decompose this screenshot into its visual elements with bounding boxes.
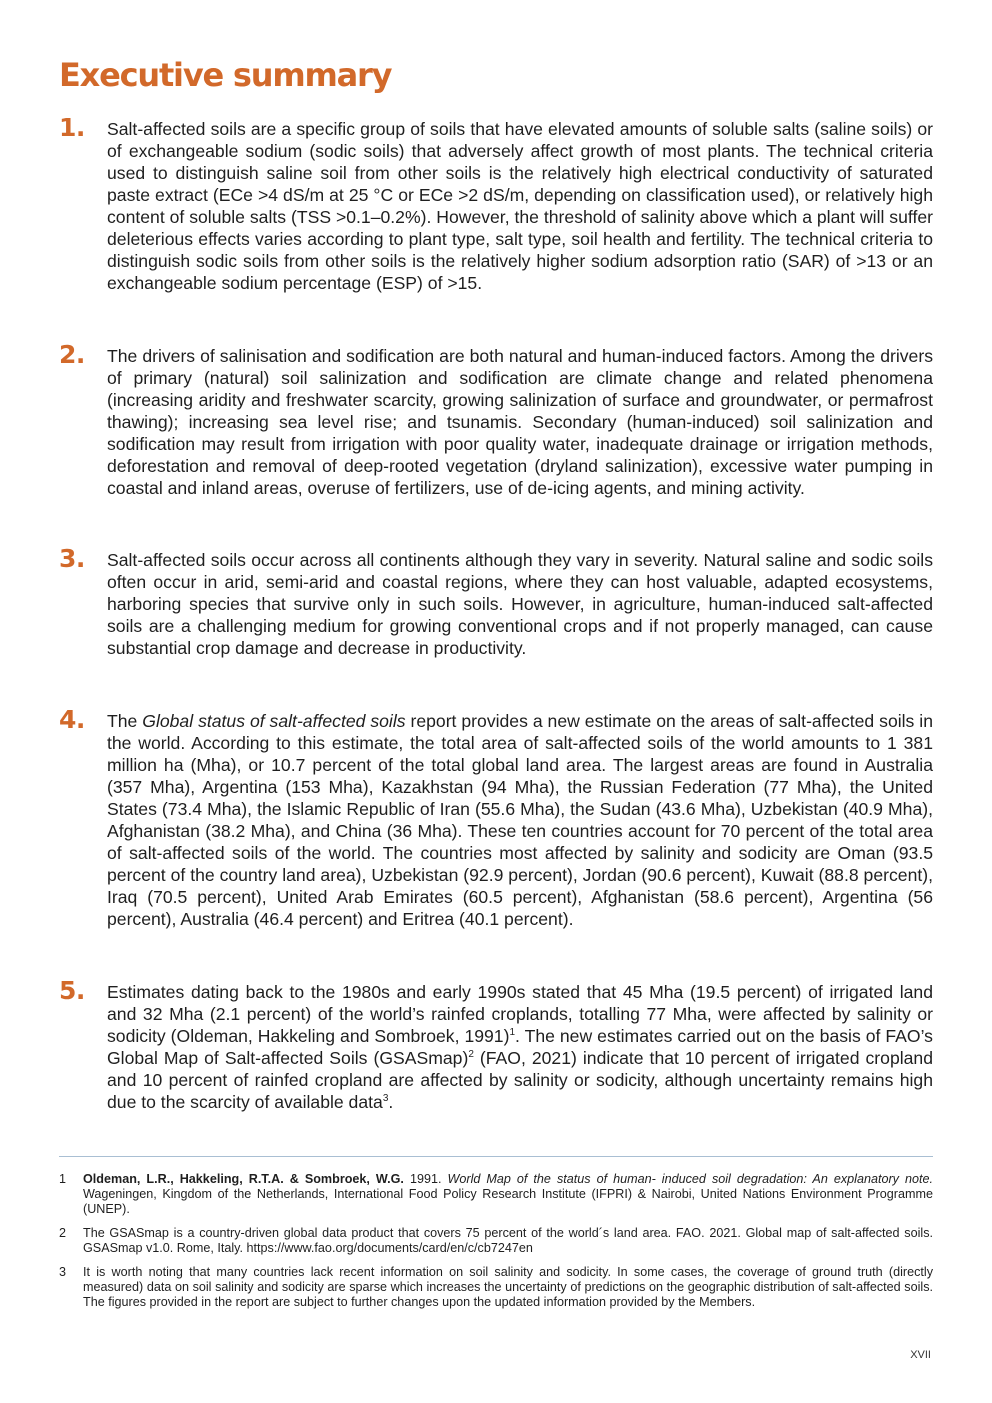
- footnote-number: 2: [59, 1226, 67, 1240]
- page-number: XVII: [910, 1349, 931, 1361]
- item-text: The drivers of salinisation and sodification are both natural and human-induced factors. Among the drivers of primary (natural) soil salinization and sodification are climate change and related phenomena (increasing aridity and freshwater scarcity, growing salinization of surface and groundwater, or permafrost thawing); increasing sea level rise; and tsunamis. Secondary (human-induced) soil salinization and sodification may result from irrigation with poor quality water, inadequate drainage or irrigation methods, deforestation and removal of deep-rooted vegetation (dryland salinization), excessive water pumping in coastal and inland areas, overuse of fertilizers, use of de-icing agents, and mining activity.: [107, 346, 933, 498]
- item-number: 5.: [59, 976, 85, 1005]
- footnote-text: [83, 1172, 933, 1217]
- report-title: Global status of salt-affected soils: [142, 711, 406, 731]
- item-number: 3.: [59, 544, 85, 573]
- footnote-number: 3: [59, 1265, 67, 1279]
- item-text-part: Estimates dating back to the 1980s and early 1990s stated that 45 Mha (19.5 percent) of irrigated land and 32 Mha (2.1 percent) of the world’s rainfed croplands, totalling 77 Mha, were affected by salinity or sodicity (Oldeman, Hakkeling and Sombroek, 1991): [107, 982, 933, 1046]
- footnote-number: 1: [59, 1172, 67, 1186]
- page-title: Executive summary: [59, 56, 392, 94]
- footnote-title: World Map of the status of human- induced soil degradation: An explanatory note.: [447, 1172, 933, 1186]
- item-text: [107, 981, 933, 1113]
- item-text: Salt-affected soils occur across all continents although they vary in severity. Natural saline and sodic soils often occur in arid, semi-arid and coastal regions, where they can host valuable, adapted ecosystems, harboring species that survive only in such soils. However, in agriculture, human-induced salt-affected soils are a challenging medium for growing conventional crops and if not properly managed, can cause substantial crop damage and decrease in productivity.: [107, 550, 933, 658]
- item-text-prefix: The: [107, 711, 143, 731]
- item-number: 4.: [59, 705, 85, 734]
- footnote-authors: Oldeman, L.R., Hakkeling, R.T.A. & Sombroek, W.G.: [83, 1172, 404, 1186]
- item-text-rest: report provides a new estimate on the areas of salt-affected soils in the world. According to this estimate, the total area of salt-affected soils of the world amounts to 1 381 million ha (Mha), or 10.7 percent of the total global land area. The largest areas are found in Australia (357 Mha), Argentina (153 Mha), Kazakhstan (94 Mha), the Russian Federation (77 Mha), the United States (73.4 Mha), the Islamic Republic of Iran (55.6 Mha), the Sudan (43.6 Mha), Uzbekistan (40.9 Mha), Afghanistan (38.2 Mha), and China (36 Mha). These ten countries account for 70 percent of the total area of salt-affected soils of the world. The countries most affected by salinity and sodicity are Oman (93.5 percent of the country land area), Uzbekistan (92.9 percent), Jordan (90.6 percent), Kuwait (88.8 percent), Iraq (70.5 percent), United Arab Emirates (60.5 percent), Afghanistan (58.6 percent), Argentina (56 percent), Australia (46.4 percent) and Eritrea (40.1 percent).: [107, 711, 933, 929]
- item-text: Salt-affected soils are a specific group of soils that have elevated amounts of soluble salts (saline soils) or of exchangeable sodium (sodic soils) that adversely affect growth of most plants. The technical criteria used to distinguish saline soil from other soils is the relatively high electrical conductivity of saturated paste extract (ECe >4 dS/m at 25 °C or ECe >2 dS/m, depending on classification used), or relatively high content of soluble salts (TSS >0.1–0.2%). However, the threshold of salinity above which a plant will suffer deleterious effects varies according to plant type, salt type, soil health and fertility. The technical criteria to distinguish sodic soils from other soils is the relatively higher sodium adsorption ratio (SAR) of >13 or an exchangeable sodium percentage (ESP) of >15.: [107, 119, 933, 293]
- footnote-year: 1991.: [403, 1172, 448, 1186]
- item-text-part: (FAO, 2021) indicate that 10 percent of irrigated cropland and 10 percent of rainfed cropland are affected by salinity or sodicity, although uncertainty remains high due to the scarcity of available data: [107, 1048, 933, 1112]
- item-text: [107, 710, 933, 930]
- item-text-part: .: [388, 1092, 394, 1112]
- footnote-ref-3[interactable]: 3: [382, 1093, 389, 1105]
- footnote-text: The GSASmap is a country-driven global data product that covers 75 percent of the world´s land area. FAO. 2021. Global map of salt-affected soils. GSASmap v1.0. Rome, Italy. https://www.fao.org/documents/card/en/c/cb7247en: [83, 1226, 933, 1255]
- footnote-ref-1[interactable]: 1: [509, 1027, 516, 1039]
- item-number: 2.: [59, 340, 85, 369]
- footnote-divider: [59, 1156, 933, 1157]
- item-number: 1.: [59, 113, 85, 142]
- item-text-part: . The new estimates carried out on the basis of FAO’s Global Map of Salt-affected Soils (GSASmap): [107, 1026, 933, 1068]
- footnote-text: It is worth noting that many countries lack recent information on soil salinity and sodicity. In some cases, the coverage of ground truth (directly measured) data on soil salinity and sodicity are sparse which increases the uncertainty of predictions on the geographic distribution of salt-affected soils. The figures provided in the report are subject to further changes upon the updated information provided by the Members.: [83, 1265, 933, 1309]
- footnote-ref-2[interactable]: 2: [468, 1049, 474, 1061]
- footnote-rest: Wageningen, Kingdom of the Netherlands, International Food Policy Research Institute (IFPRI) & Nairobi, United Nations Environment Programme (UNEP).: [83, 1187, 933, 1216]
